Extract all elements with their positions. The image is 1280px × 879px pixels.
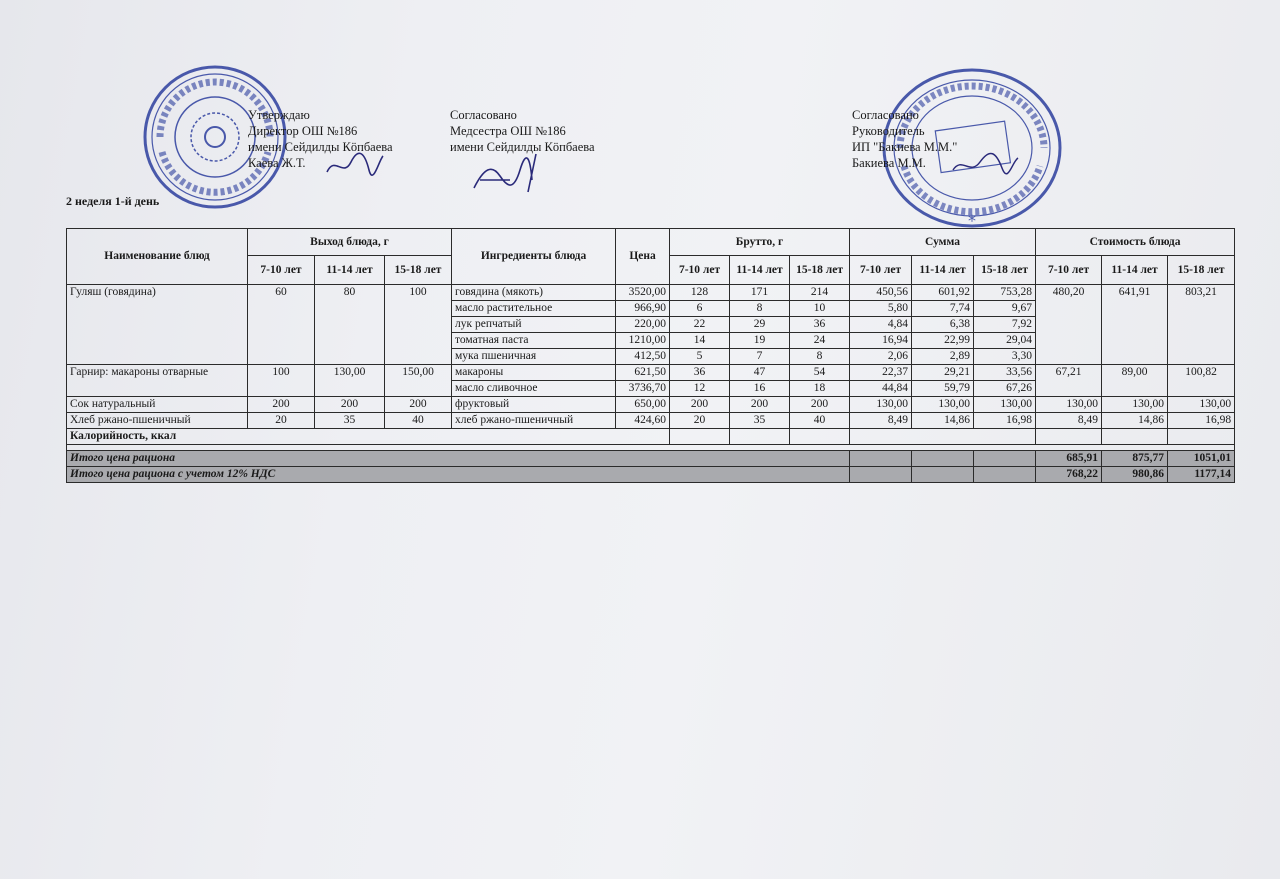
brutto-cell: 22	[670, 317, 730, 333]
brutto-cell: 7	[730, 349, 790, 365]
ingredient-name: мука пшеничная	[452, 349, 616, 365]
dish-name: Сок натуральный	[67, 397, 248, 413]
empty-cell	[670, 429, 730, 445]
header-age: 7-10 лет	[248, 256, 315, 285]
yield-cell: 100	[248, 365, 315, 397]
header-age: 11-14 лет	[730, 256, 790, 285]
yield-cell: 20	[248, 413, 315, 429]
table-row	[67, 397, 1235, 413]
empty-cell	[1168, 429, 1235, 445]
brutto-cell: 36	[670, 365, 730, 381]
brutto-cell: 29	[730, 317, 790, 333]
brutto-cell: 8	[790, 349, 850, 365]
cost-cell: 89,00	[1102, 365, 1168, 397]
empty-cell	[790, 429, 850, 445]
ingredient-name: фруктовый	[452, 397, 616, 413]
week-day-title: 2 неделя 1-й день	[66, 194, 160, 208]
menu-table	[66, 228, 1235, 483]
price-cell: 621,50	[616, 365, 670, 381]
sum-cell: 7,74	[912, 301, 974, 317]
header-age: 7-10 лет	[850, 256, 912, 285]
header-ingredients: Ингредиенты блюда	[452, 229, 616, 285]
sum-cell: 130,00	[850, 397, 912, 413]
brutto-cell: 20	[670, 413, 730, 429]
svg-text:*: *	[968, 211, 976, 230]
cost-cell: 803,21	[1168, 285, 1235, 365]
sum-cell: 29,21	[912, 365, 974, 381]
total-vat-label: Итого цена рациона с учетом 12% НДС	[67, 467, 850, 483]
sum-cell: 59,79	[912, 381, 974, 397]
sum-cell: 753,28	[974, 285, 1036, 301]
yield-cell: 60	[248, 285, 315, 365]
sum-cell: 29,04	[974, 333, 1036, 349]
price-cell: 220,00	[616, 317, 670, 333]
brutto-cell: 5	[670, 349, 730, 365]
total-vat-value: 980,86	[1102, 467, 1168, 483]
header-brutto: Брутто, г	[670, 229, 850, 256]
total-vat-value: 768,22	[1036, 467, 1102, 483]
cost-cell: 480,20	[1036, 285, 1102, 365]
empty-cell	[850, 467, 912, 483]
header-age: 15-18 лет	[974, 256, 1036, 285]
brutto-cell: 200	[790, 397, 850, 413]
sum-cell: 67,26	[974, 381, 1036, 397]
sum-cell: 450,56	[850, 285, 912, 301]
approval-left-line-2: Директор ОШ №186	[248, 124, 358, 138]
sum-cell: 14,86	[912, 413, 974, 429]
brutto-cell: 14	[670, 333, 730, 349]
brutto-cell: 200	[670, 397, 730, 413]
brutto-cell: 54	[790, 365, 850, 381]
ingredient-name: хлеб ржано-пшеничный	[452, 413, 616, 429]
empty-cell	[912, 467, 974, 483]
approval-right-line-1: Согласовано	[852, 108, 919, 122]
total-row	[67, 451, 1235, 467]
approval-right-line-3: ИП "Бакиева М.М."	[852, 140, 958, 154]
sum-cell: 7,92	[974, 317, 1036, 333]
brutto-cell: 128	[670, 285, 730, 301]
sum-cell: 44,84	[850, 381, 912, 397]
cost-cell: 130,00	[1168, 397, 1235, 413]
cost-cell: 130,00	[1036, 397, 1102, 413]
ingredient-name: говядина (мякоть)	[452, 285, 616, 301]
brutto-cell: 10	[790, 301, 850, 317]
ingredient-name: масло растительное	[452, 301, 616, 317]
nurse-signature	[470, 150, 560, 195]
approval-nurse	[450, 107, 595, 155]
yield-cell: 35	[315, 413, 385, 429]
sum-cell: 2,06	[850, 349, 912, 365]
sum-cell: 4,84	[850, 317, 912, 333]
brutto-cell: 35	[730, 413, 790, 429]
cost-cell: 130,00	[1102, 397, 1168, 413]
approval-left-line-3: имени Сейдилды Кӧпбаева	[248, 140, 393, 154]
total-value: 685,91	[1036, 451, 1102, 467]
header-age: 11-14 лет	[315, 256, 385, 285]
header-age: 7-10 лет	[1036, 256, 1102, 285]
sum-cell: 130,00	[912, 397, 974, 413]
approval-mid-line-3: имени Сейдилды Кӧпбаева	[450, 140, 595, 154]
approval-right-line-2: Руководитель	[852, 124, 925, 138]
header-age: 11-14 лет	[1102, 256, 1168, 285]
brutto-cell: 19	[730, 333, 790, 349]
price-cell: 1210,00	[616, 333, 670, 349]
empty-cell	[912, 451, 974, 467]
approval-mid-line-2: Медсестра ОШ №186	[450, 124, 566, 138]
approval-mid-line-1: Согласовано	[450, 108, 517, 122]
sum-cell: 16,94	[850, 333, 912, 349]
brutto-cell: 40	[790, 413, 850, 429]
header-price: Цена	[616, 229, 670, 285]
approval-left-line-1: Утверждаю	[248, 108, 310, 122]
sum-cell: 5,80	[850, 301, 912, 317]
brutto-cell: 200	[730, 397, 790, 413]
empty-cell	[1102, 429, 1168, 445]
yield-cell: 200	[248, 397, 315, 413]
cost-cell: 67,21	[1036, 365, 1102, 397]
sum-cell: 33,56	[974, 365, 1036, 381]
price-cell: 412,50	[616, 349, 670, 365]
sum-cell: 8,49	[850, 413, 912, 429]
total-value: 1051,01	[1168, 451, 1235, 467]
table-row	[67, 285, 1235, 301]
approval-manager	[852, 107, 957, 171]
empty-cell	[850, 451, 912, 467]
approval-director	[248, 107, 393, 171]
sum-cell: 601,92	[912, 285, 974, 301]
empty-cell	[850, 429, 1036, 445]
yield-cell: 200	[315, 397, 385, 413]
header-age: 11-14 лет	[912, 256, 974, 285]
price-cell: 3520,00	[616, 285, 670, 301]
price-cell: 966,90	[616, 301, 670, 317]
sum-cell: 16,98	[974, 413, 1036, 429]
yield-cell: 40	[385, 413, 452, 429]
header-age: 15-18 лет	[385, 256, 452, 285]
brutto-cell: 24	[790, 333, 850, 349]
header-row-1	[67, 229, 1235, 256]
total-vat-row	[67, 467, 1235, 483]
table-row	[67, 413, 1235, 429]
header-age: 15-18 лет	[790, 256, 850, 285]
brutto-cell: 12	[670, 381, 730, 397]
header-age: 7-10 лет	[670, 256, 730, 285]
header-yield: Выход блюда, г	[248, 229, 452, 256]
yield-cell: 100	[385, 285, 452, 365]
brutto-cell: 171	[730, 285, 790, 301]
ingredient-name: томатная паста	[452, 333, 616, 349]
brutto-cell: 18	[790, 381, 850, 397]
header-dish: Наименование блюд	[67, 229, 248, 285]
sum-cell: 2,89	[912, 349, 974, 365]
brutto-cell: 6	[670, 301, 730, 317]
brutto-cell: 47	[730, 365, 790, 381]
ingredient-name: макароны	[452, 365, 616, 381]
total-vat-value: 1177,14	[1168, 467, 1235, 483]
sum-cell: 6,38	[912, 317, 974, 333]
sum-cell: 130,00	[974, 397, 1036, 413]
ingredient-name: масло сливочное	[452, 381, 616, 397]
yield-cell: 80	[315, 285, 385, 365]
empty-cell	[974, 467, 1036, 483]
sum-cell: 22,99	[912, 333, 974, 349]
brutto-cell: 214	[790, 285, 850, 301]
empty-cell	[974, 451, 1036, 467]
header-age: 15-18 лет	[1168, 256, 1235, 285]
sum-cell: 9,67	[974, 301, 1036, 317]
sum-cell: 22,37	[850, 365, 912, 381]
ingredient-name: лук репчатый	[452, 317, 616, 333]
yield-cell: 150,00	[385, 365, 452, 397]
total-label: Итого цена рациона	[67, 451, 850, 467]
cost-cell: 8,49	[1036, 413, 1102, 429]
empty-cell	[1036, 429, 1102, 445]
header-cost: Стоимость блюда	[1036, 229, 1235, 256]
brutto-cell: 36	[790, 317, 850, 333]
price-cell: 650,00	[616, 397, 670, 413]
cost-cell: 14,86	[1102, 413, 1168, 429]
cost-cell: 641,91	[1102, 285, 1168, 365]
brutto-cell: 16	[730, 381, 790, 397]
cost-cell: 100,82	[1168, 365, 1235, 397]
manager-signature	[950, 150, 1020, 180]
price-cell: 3736,70	[616, 381, 670, 397]
approval-left-line-4: Каева Ж.Т.	[248, 156, 306, 170]
dish-name: Гарнир: макароны отварные	[67, 365, 248, 397]
empty-cell	[730, 429, 790, 445]
calories-label: Калорийность, ккал	[67, 429, 670, 445]
yield-cell: 130,00	[315, 365, 385, 397]
calories-row	[67, 429, 1235, 445]
cost-cell: 16,98	[1168, 413, 1235, 429]
sum-cell: 3,30	[974, 349, 1036, 365]
approval-right-line-4: Бакиева М.М.	[852, 156, 926, 170]
brutto-cell: 8	[730, 301, 790, 317]
dish-name: Хлеб ржано-пшеничный	[67, 413, 248, 429]
yield-cell: 200	[385, 397, 452, 413]
header-sum: Сумма	[850, 229, 1036, 256]
price-cell: 424,60	[616, 413, 670, 429]
table-row	[67, 365, 1235, 381]
total-value: 875,77	[1102, 451, 1168, 467]
dish-name: Гуляш (говядина)	[67, 285, 248, 365]
